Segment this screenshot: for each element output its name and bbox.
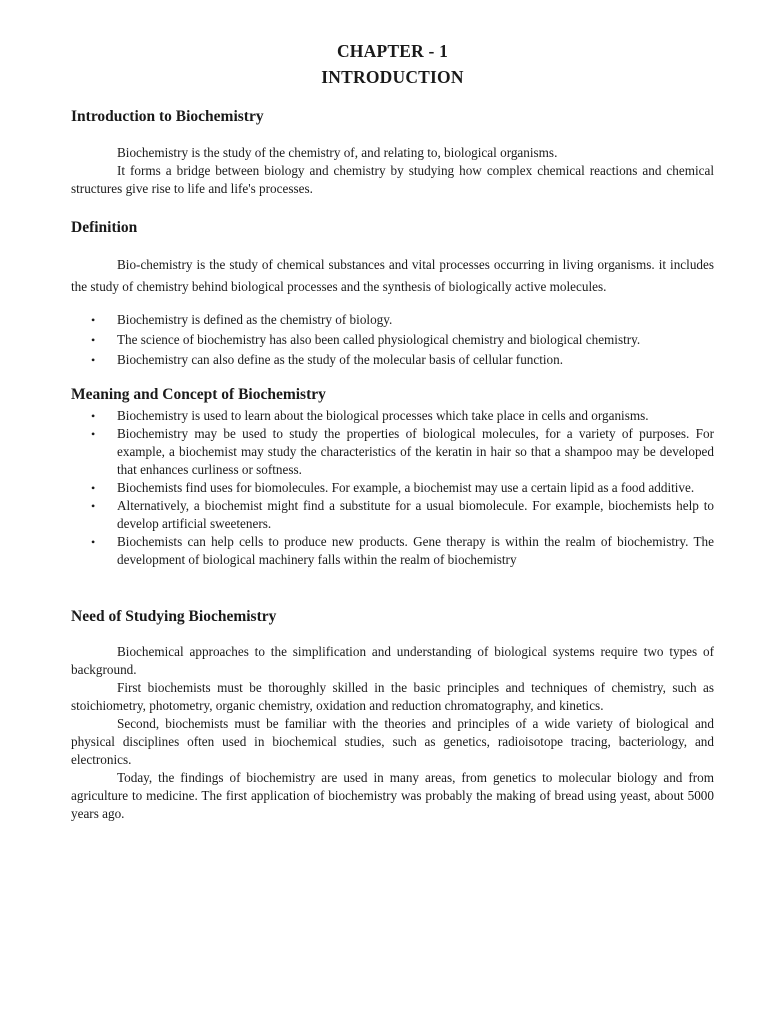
list-item: • The science of biochemistry has also been called physiological chemistry and biological chemistry. (91, 332, 641, 347)
bullet-icon: • (91, 481, 96, 495)
list-item: • Biochemists find uses for biomolecules. For example, a biochemist may use a certain lipid as a food additive. (91, 480, 695, 495)
paragraph: Second, biochemists must be familiar with the theories and principles of a wide variety of biological and physical disciplines often used in biochemical studies, such as genetics, radioisotope tracing, bacteriology, and electronics. (71, 716, 714, 767)
section-heading-need: Need of Studying Biochemistry (71, 608, 277, 625)
paragraph: First biochemists must be thoroughly skilled in the basic principles and techniques of chemistry, such as stoichiometry, photometry, organic chemistry, oxidation and reduction chromatography, and kinetics. (71, 680, 714, 713)
bullet-list-definition (71, 311, 714, 369)
section-definition (71, 218, 714, 369)
section-introduction (71, 107, 714, 198)
chapter-number: CHAPTER - 1 (336, 41, 449, 61)
bullet-icon: • (91, 333, 96, 347)
bullet-icon: • (91, 353, 96, 367)
paragraph: Biochemical approaches to the simplification and understanding of biological systems require two types of background. (71, 644, 714, 677)
list-item: • Alternatively, a biochemist might find a substitute for a usual biomolecule. For example, biochemists help to develop artificial sweeteners. (91, 498, 714, 531)
section-heading-introduction: Introduction to Biochemistry (71, 108, 264, 125)
paragraph: Today, the findings of biochemistry are used in many areas, from genetics to molecular biology and from agriculture to medicine. The first application of biochemistry was probably the making of bread using yeast, about 5000 years ago. (71, 770, 714, 821)
list-item: • Biochemistry is defined as the chemistry of biology. (91, 312, 393, 327)
bullet-icon: • (91, 409, 96, 423)
list-item: • Biochemistry can also define as the study of the molecular basis of cellular function. (91, 352, 564, 367)
paragraph: Biochemistry is the study of the chemistry of, and relating to, biological organisms. (117, 145, 558, 160)
bullet-list-meaning (71, 407, 714, 569)
bullet-icon: • (91, 313, 96, 327)
section-heading-definition: Definition (71, 219, 138, 236)
paragraph: Bio-chemistry is the study of chemical substances and vital processes occurring in living organisms. it includes the study of chemistry behind biological processes and the synthesis of biologically active molecules. (71, 257, 714, 294)
chapter-title: INTRODUCTION (321, 67, 464, 87)
section-meaning (71, 385, 714, 569)
list-item: • Biochemistry may be used to study the properties of biological molecules, for a variety of purposes. For example, a biochemist may study the characteristics of the keratin in hair so that a shampoo may be developed that enhances curliness or softness. (91, 426, 714, 477)
bullet-icon: • (91, 535, 96, 549)
chapter-header (71, 38, 714, 90)
list-item: • Biochemists can help cells to produce new products. Gene therapy is within the realm of biochemistry. The development of biological machinery falls within the realm of biochemistry (91, 534, 714, 567)
section-need (71, 607, 714, 823)
paragraph: It forms a bridge between biology and chemistry by studying how complex chemical reactions and chemical structures give rise to life and life's processes. (71, 163, 714, 196)
section-heading-meaning: Meaning and Concept of Biochemistry (71, 386, 326, 403)
list-item: • Biochemistry is used to learn about the biological processes which take place in cells and organisms. (91, 408, 649, 423)
bullet-icon: • (91, 427, 96, 441)
bullet-icon: • (91, 499, 96, 513)
